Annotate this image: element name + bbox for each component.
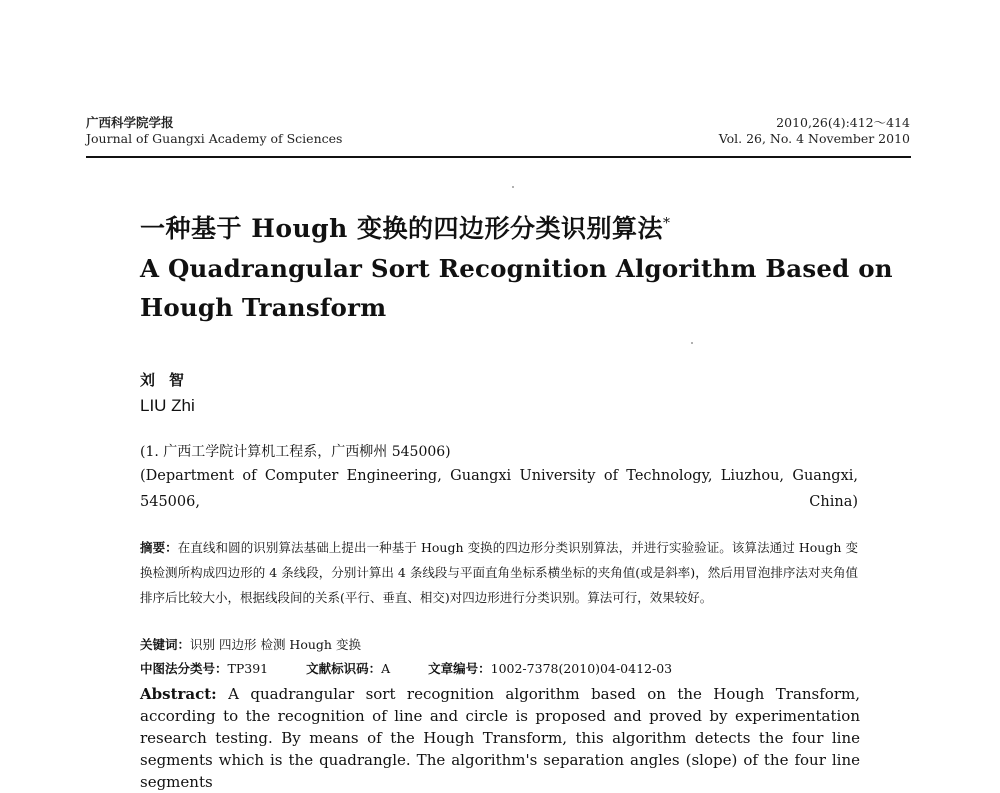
abstract-en	[140, 683, 860, 793]
doc-code-value: A	[381, 661, 391, 676]
header-rule	[86, 156, 911, 158]
scan-speck	[691, 342, 693, 344]
citation: 2010,26(4):412～414	[776, 115, 910, 130]
abstract-cn-label: 摘要：	[140, 540, 178, 555]
keywords-cn	[140, 635, 361, 653]
keywords-text: 识别 四边形 检测 Hough 变换	[190, 637, 361, 652]
article-number-label: 文章编号：	[428, 661, 491, 676]
title-en-line2: Hough Transform	[140, 293, 387, 322]
abstract-en-text: A quadrangular sort recognition algorithm based on the Hough Transform, according to the recognition of line and circle is proposed and proved by experimentation research testing. By means of the Hough Transform, this algorithm detects the four line segments which is the quadrangle. The algorithm's separation angles (slope) of the four line segments	[140, 685, 860, 791]
abstract-cn	[140, 535, 858, 610]
title-cn	[140, 209, 671, 245]
keywords-label: 关键词：	[140, 637, 191, 652]
scan-speck	[512, 186, 514, 188]
journal-name-en: Journal of Guangxi Academy of Sciences	[86, 131, 343, 146]
title-footnote-mark: *	[663, 215, 671, 232]
volume-date: Vol. 26, No. 4 November 2010	[718, 131, 910, 146]
title-cn-text: 一种基于 Hough 变换的四边形分类识别算法	[140, 214, 664, 243]
title-en-line1: A Quadrangular Sort Recognition Algorithm Based on	[140, 254, 893, 283]
clc-label: 中图法分类号：	[140, 661, 228, 676]
journal-name-cn: 广西科学院学报	[86, 115, 174, 130]
classification-line	[140, 659, 672, 677]
abstract-cn-text: 在直线和圆的识别算法基础上提出一种基于 Hough 变换的四边形分类识别算法，并进行实验验证。该算法通过 Hough 变换检测所构成四边形的 4 条线段，分别计算出 4 条线段与平面直角坐标系横坐标的夹角值(或是斜率)，然后用冒泡排序法对夹角值排序后比较大小，根据线段间的关系(平行、垂直、相交)对四边形进行分类识别。算法可行，效果较好。	[140, 540, 858, 605]
affiliation-en: (Department of Computer Engineering, Guangxi University of Technology, Liuzhou, Guangxi, 545006, China)	[140, 468, 858, 510]
author-cn: 刘智	[140, 371, 199, 389]
article-number-value: 1002-7378(2010)04-0412-03	[490, 661, 673, 676]
affiliation-cn: (1. 广西工学院计算机工程系，广西柳州 545006)	[140, 444, 451, 460]
doc-code-label: 文献标识码：	[306, 661, 382, 676]
author-en: LIU Zhi	[140, 396, 195, 415]
clc-value: TP391	[227, 661, 269, 676]
abstract-en-label: Abstract:	[140, 685, 217, 703]
